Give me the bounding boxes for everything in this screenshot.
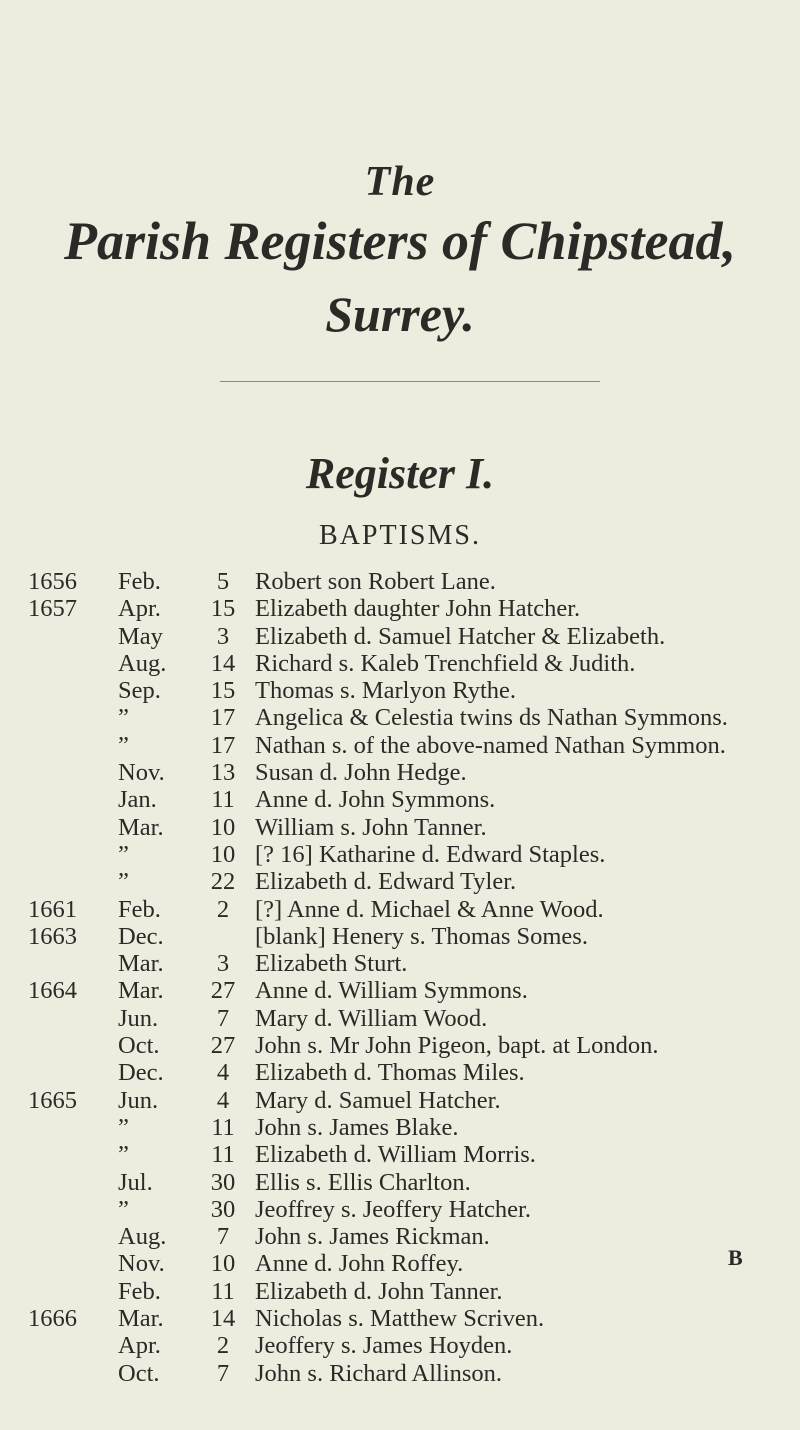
entry-text: John s. James Rickman. — [255, 1223, 490, 1251]
entries-list — [0, 568, 800, 1387]
entry-text: Elizabeth d. Samuel Hatcher & Elizabeth. — [255, 622, 666, 650]
entry-text: Nicholas s. Matthew Scriven. — [255, 1305, 545, 1333]
page-signature-mark: B — [728, 1245, 743, 1270]
entry-text: Elizabeth d. Edward Tyler. — [255, 868, 517, 896]
entry-day: 15 — [210, 595, 236, 623]
entry-day: 2 — [216, 895, 230, 923]
entry-row — [0, 732, 800, 759]
entry-day: 14 — [210, 1305, 236, 1333]
entry-row — [0, 1032, 800, 1059]
header-title: Parish Registers of Chipstead, — [63, 211, 737, 271]
entry-row — [0, 568, 800, 595]
entry-text: John s. Richard Allinson. — [255, 1359, 503, 1387]
entry-day: 13 — [210, 759, 236, 787]
entry-row — [0, 814, 800, 841]
entry-day: 11 — [211, 1141, 235, 1169]
entry-text: Anne d. William Symmons. — [255, 977, 528, 1005]
register-title: Register I. — [305, 449, 495, 498]
entry-text: Nathan s. of the above-named Nathan Symmon. — [255, 731, 726, 759]
entry-row — [0, 1360, 800, 1387]
entry-month: Feb. — [118, 895, 161, 923]
entry-year: 1665 — [28, 1086, 77, 1114]
entry-month: Feb. — [118, 568, 161, 595]
entry-day: 14 — [210, 649, 236, 677]
entry-day: 11 — [211, 1277, 235, 1305]
entry-text: Robert son Robert Lane. — [255, 568, 496, 595]
entry-month: Mar. — [118, 1305, 164, 1333]
entry-month: Jun. — [118, 1004, 159, 1032]
entry-day: 3 — [216, 950, 230, 978]
entry-text: [blank] Henery s. Thomas Somes. — [255, 922, 588, 950]
entry-row — [0, 595, 800, 622]
entry-month: Nov. — [118, 1250, 165, 1278]
entry-day: 30 — [210, 1195, 236, 1223]
entry-row — [0, 1141, 800, 1168]
entry-month: Feb. — [118, 1277, 161, 1305]
entry-row — [0, 786, 800, 813]
entry-row — [0, 623, 800, 650]
entry-month: Sep. — [118, 677, 161, 705]
entry-day: 30 — [210, 1168, 236, 1196]
entry-day: 5 — [216, 568, 230, 595]
entry-text: Jeoffery s. James Hoyden. — [255, 1332, 513, 1360]
entry-month: Jul. — [118, 1168, 153, 1196]
entry-month: ” — [118, 704, 129, 732]
entry-text: [? 16] Katharine d. Edward Staples. — [255, 840, 606, 868]
entry-month: Jan. — [118, 786, 157, 814]
entry-text: Jeoffrey s. Jeoffery Hatcher. — [255, 1195, 531, 1223]
entry-row — [0, 1332, 800, 1359]
entry-day: 11 — [211, 1113, 235, 1141]
entry-month: ” — [118, 868, 129, 896]
entry-text: William s. John Tanner. — [255, 813, 487, 841]
entry-day: 2 — [216, 1332, 230, 1360]
entry-row — [0, 841, 800, 868]
entry-row — [0, 1250, 800, 1277]
entry-row — [0, 923, 800, 950]
entry-text: Elizabeth daughter John Hatcher. — [255, 595, 581, 623]
entry-month: ” — [118, 840, 129, 868]
entry-row — [0, 650, 800, 677]
entry-text: Ellis s. Ellis Charlton. — [255, 1168, 471, 1196]
entry-text: Angelica & Celestia twins ds Nathan Symmons. — [255, 704, 728, 732]
entry-text: [?] Anne d. Michael & Anne Wood. — [255, 895, 604, 923]
entry-text: Mary d. William Wood. — [255, 1004, 488, 1032]
entry-row — [0, 950, 800, 977]
entry-row — [0, 1278, 800, 1305]
entry-row — [0, 759, 800, 786]
entry-year: 1661 — [28, 895, 77, 923]
entry-day: 27 — [210, 1032, 236, 1060]
entry-month: Dec. — [118, 922, 164, 950]
entry-row — [0, 704, 800, 731]
entry-text: Richard s. Kaleb Trenchfield & Judith. — [255, 649, 636, 677]
entry-row — [0, 1059, 800, 1086]
entry-day: 11 — [211, 786, 235, 814]
entry-text: Elizabeth d. William Morris. — [255, 1141, 536, 1169]
entry-text: John s. James Blake. — [255, 1113, 459, 1141]
entry-row — [0, 1005, 800, 1032]
entry-day: 7 — [216, 1223, 230, 1251]
entry-month: ” — [118, 1141, 129, 1169]
header-the: The — [364, 159, 436, 205]
entry-month: Mar. — [118, 950, 164, 978]
entry-month: Oct. — [118, 1032, 160, 1060]
section-title: BAPTISMS. — [319, 520, 481, 551]
entry-month: Jun. — [118, 1086, 159, 1114]
entry-text: Mary d. Samuel Hatcher. — [255, 1086, 501, 1114]
entry-row — [0, 868, 800, 895]
entry-month: Aug. — [118, 649, 167, 677]
entry-day: 3 — [216, 622, 230, 650]
entry-text: John s. Mr John Pigeon, bapt. at London. — [255, 1032, 659, 1060]
entry-day: 27 — [210, 977, 236, 1005]
entry-text: Thomas s. Marlyon Rythe. — [255, 677, 517, 705]
entry-year: 1657 — [28, 595, 77, 623]
entry-day: 22 — [210, 868, 236, 896]
entry-month: Apr. — [118, 595, 161, 623]
entry-day: 4 — [216, 1059, 230, 1087]
entry-day: 15 — [210, 677, 236, 705]
entry-month: Nov. — [118, 759, 165, 787]
entry-month: Dec. — [118, 1059, 164, 1087]
entry-day: 10 — [210, 813, 236, 841]
entry-row — [0, 1305, 800, 1332]
entry-day: 7 — [216, 1359, 230, 1387]
entry-day: 10 — [210, 840, 236, 868]
entry-month: Oct. — [118, 1359, 160, 1387]
header-rule — [220, 381, 600, 382]
entry-month: ” — [118, 1195, 129, 1223]
entry-month: Mar. — [118, 813, 164, 841]
entry-row — [0, 677, 800, 704]
entry-year: 1656 — [28, 568, 77, 595]
entry-month: Aug. — [118, 1223, 167, 1251]
entry-row — [0, 1114, 800, 1141]
entry-row — [0, 1169, 800, 1196]
entry-text: Anne d. John Symmons. — [255, 786, 496, 814]
entry-month: May — [118, 622, 163, 650]
entry-row — [0, 1196, 800, 1223]
entry-row — [0, 896, 800, 923]
entry-text: Anne d. John Roffey. — [255, 1250, 464, 1278]
entry-row — [0, 977, 800, 1004]
entry-month: Mar. — [118, 977, 164, 1005]
entry-year: 1663 — [28, 922, 77, 950]
entry-year: 1664 — [28, 977, 77, 1005]
entry-day: 4 — [216, 1086, 230, 1114]
entry-row — [0, 1087, 800, 1114]
entry-day: 17 — [210, 704, 236, 732]
entry-month: ” — [118, 1113, 129, 1141]
entry-text: Susan d. John Hedge. — [255, 759, 467, 787]
entry-month: ” — [118, 731, 129, 759]
entry-text: Elizabeth d. John Tanner. — [255, 1277, 503, 1305]
header-county: Surrey. — [325, 286, 475, 342]
entry-row — [0, 1223, 800, 1250]
entry-month: Apr. — [118, 1332, 161, 1360]
entry-day: 10 — [210, 1250, 236, 1278]
entry-text: Elizabeth d. Thomas Miles. — [255, 1059, 525, 1087]
entry-day: 7 — [216, 1004, 230, 1032]
entry-year: 1666 — [28, 1305, 77, 1333]
entry-text: Elizabeth Sturt. — [255, 950, 408, 978]
entry-day: 17 — [210, 731, 236, 759]
